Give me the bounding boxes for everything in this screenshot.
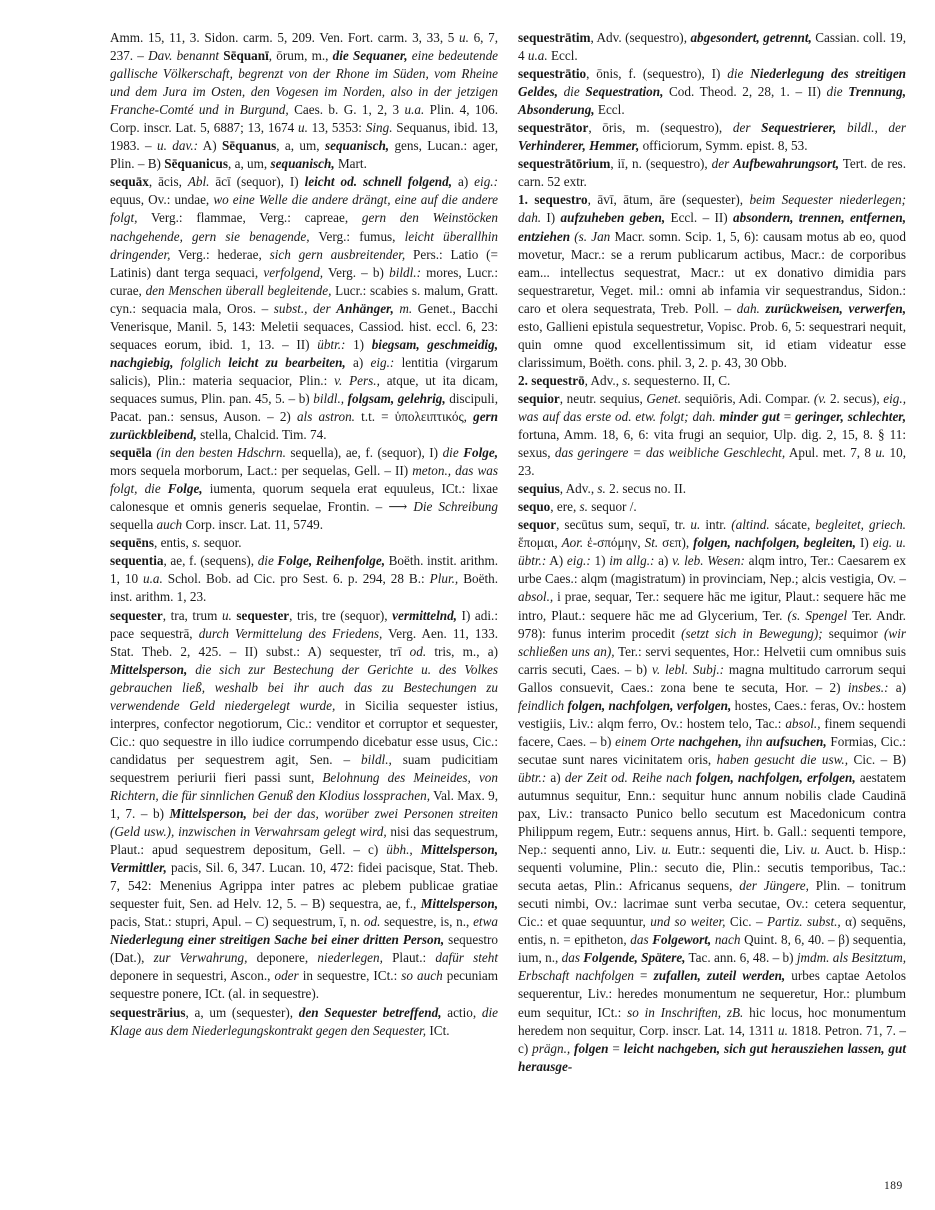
dictionary-entry: sequestrātōrium, iī, n. (sequestro), der Aufbewahrungsort, Tert. de res. carn. 52 extr. (518, 156, 906, 190)
dictionary-entry: sequāx, ācis, Abl. ācī (sequor), I) leicht od. schnell folgend, a) eig.: equus, Ov.: undae, wo eine Welle die andere drängt, eine auf die andere folgt, Verg.: flammae, Verg.: capreae, gern den Weinstöcken nachgehende, gern sie benagende, Verg.: fumus, leicht überallhin dringender, Verg.: hederae, sich gern ausbreitender, Pers.: Latio (= Latinis) dant terga sequaci, verfolgend, Verg. – b) bildl.: mores, Lucr.: curae, den Menschen überall begleitende, Lucr.: scabies s. malum, Gratt. cyn.: sequacia mala, Oros. – subst., der Anhänger, m. Genet., Bacchi Venerisque, Manil. 5, 143: Meletii sequaces, Cassiod. hist. eccl. 6, 23: sequaces eorum, ibid. 1, 13. – II) übtr.: 1) biegsam, geschmeidig, nachgiebig, folglich leicht zu bearbeiten, a) eig.: lentitia (virgarum salicis), Plin.: materia sequacior, Plin.: v. Pers., atque, ut ita dicam, sequaces sumus, Plin. pan. 45, 5. – b) bildl., folgsam, gelehrig, discipuli, Pacat. pan.: sensus, Auson. – 2) als astron. t.t. = ὑπολειπτικός, gern zurückbleibend, stella, Chalcid. Tim. 74. (110, 174, 499, 443)
dictionary-entry: 1. sequestro, āvī, ātum, āre (sequester), beim Sequester niederlegen; dah. I) aufzuheben geben, Eccl. – II) absondern, trennen, entfernen, entziehen (s. Jan Macr. somn. Scip. 1, 5, 6): causam motus ab eo, quod movetur, Macr.: se a rerum publicarum actibus, Macr.: de corporibus eam... intellectus sequestrat, Macr.: ut ex donativo dimidia pars sequestraretur, Veget. mil.: omni ab infamia vir sequestrandus, Sidon.: caro et olera sequestrata, Treb. Poll. – dah. zurückweisen, verwerfen, esto, Gallieni epistula sequestretur, Vopisc. Prob. 6, 5: sequestrari nequit, quin omne quod excellentissimum sit, id etiam videatur esse clarissimum, Boëth. cons. phil. 3, 2. p. 43, 30 Obb. (518, 192, 906, 370)
dictionary-entry: sequēns, entis, s. sequor. (110, 535, 242, 551)
dictionary-entry: sequestrātor, ōris, m. (sequestro), der Sequestrierer, bildl., der Verhinderer, Hemmer, officiorum, Symm. epist. 8, 53. (518, 120, 907, 154)
dictionary-entry: sequior, neutr. sequius, Genet. sequiōris, Adi. Compar. (v. 2. secus), eig., was auf das erste od. etw. folgt; dah. minder gut = geringer, schlechter, fortuna, Amm. 18, 6, 6: vita frugi an sequior, Ulp. dig. 2, 15, 8. § 11: sexus, das geringere = das weibliche Geschlecht, Apul. met. 7, 8 u. 10, 23. (518, 390, 907, 479)
dictionary-entry: sequestrātio, ōnis, f. (sequestro), I) die Niederlegung des streitigen Geldes, die Sequestration, Cod. Theod. 2, 28, 1. – II) die Trennung, Absonderung, Eccl. (518, 66, 907, 118)
dictionary-entry: sequor, secūtus sum, sequī, tr. u. intr. (altind. sácate, begleitet, griech. ἕπομαι, Aor. ἐ-σπόμην, St. σεπ), folgen, nachfolgen, begleiten, I) eig. u. übtr.: A) eig.: 1) im allg.: a) v. leb. Wesen: alqm intro, Ter.: Caesarem ex urbe Caes.: alqm (magistratum) in provinciam, Nep.; alcis vestigia, Ov. – absol., i prae, sequar, Ter.: sequere hāc me igitur, Plaut.: sequere hāc me intro, Plaut.: sequere hāc me ad Glycerium, Ter. (s. Spengel Ter. Andr. 978): funus interim procedit (setzt sich in Bewegung); sequimor (wir schließen uns an), Ter.: servi sequentes, Hor.: Helvetii cum omnibus suis carris secuti, Caes. – b) v. lebl. Subj.: magna multitudo carrorum sequi Gallos consuevit, Caes.: zona bene te secuta, Hor. – 2) insbes.: a) feindlich folgen, nachfolgen, verfolgen, hostes, Caes.: feras, Ov.: hostem vestigiis, Liv.: alqm ferro, Ov.: hostem telo, Tac.: absol., finem sequendi facere, Caes. – b) einem Orte nachgehen, ihn aufsuchen, Formias, Cic.: secutae sunt nares vicinitatem oris, haben gesucht die usw., Cic. – B) übtr.: a) der Zeit od. Reihe nach folgen, nachfolgen, erfolgen, aestatem autumnus sequitur, Enn.: sequitur hunc annum nobilis clade Caudinā pax, Liv.: transacto Punico bello secutum est Macedonicum contra Philippum regem, Eutr.: sequens annus, Hirt. b. Gall.: sequenti tempore, Nep.: sequenti anno, Liv. u. Eutr.: sequenti die, Liv. u. Auct. b. Hisp.: sequenti volumine, Plin.: secuto die, Plin.: secutis temporibus, Tac.: secuta aetas, Plin.: Africanus sequens, der Jüngere, Plin. – tonitrum secuti nimbi, Ov.: lacrimae sunt verba secutae, Ov.: cetera sequentur, Cic.: et quae sequuntur, und so weiter, Cic. – Partiz. subst., α) sequēns, entis, n. = epitheton, das Folgewort, nach Quint. 8, 6, 40. – β) sequentia, ium, n., das Folgende, Spätere, Tac. ann. 6, 48. – b) jmdm. als Besitztum, Erbschaft nachfolgen = zufallen, zuteil werden, urbes captae Aetolos sequerentur, Liv.: heredes monumentum ne sequeretur, Hor.: plumbum eum sequitur, ICt.: so in Inschriften, zB. hic locus, hoc monumentum heredem non sequitur, Corp. inscr. Lat. 14, 1311 u. 1818. Petron. 71, 7. – c) prägn., folgen = leicht nachgeben, sich gut herausziehen lassen, gut herausge- (518, 517, 907, 1074)
dictionary-entry: sequestrārius, a, um (sequester), den Sequester betreffend, actio, die Klage aus dem Niederlegungskontrakt gegen den Sequester, ICt. (110, 1004, 498, 1038)
dictionary-entry: sequēla (in den besten Hdschrn. sequella), ae, f. (sequor), I) die Folge, mors sequela morborum, Lact.: per sequelas, Gell. – II) meton., das was folgt, die Folge, iumenta, quorum sequela erat equuleus, ICt.: lixae calonesque et omnis generis sequelae, Frontin. – ⟶ Die Schreibung sequella auch Corp. inscr. Lat. 11, 5749. (110, 445, 499, 533)
dictionary-entry: sequentia, ae, f. (sequens), die Folge, Reihenfolge, Boëth. instit. arithm. 1, 10 u.a. Schol. Bob. ad Cic. pro Sest. 6. p. 294, 28 B.: Plur., Boëth. inst. arithm. 1, 23. (110, 553, 498, 605)
dictionary-entry: sequo, ere, s. sequor /. (518, 499, 637, 515)
dictionary-entry: sequius, Adv., s. 2. secus no. II. (518, 481, 687, 497)
page-number: 189 (884, 1180, 903, 1192)
left-column (110, 29, 498, 1040)
right-column (518, 29, 906, 1076)
dictionary-entry: sequestrātim, Adv. (sequestro), abgesondert, getrennt, Cassian. coll. 19, 4 u.a. Eccl. (518, 30, 906, 64)
dictionary-entry: sequester, tra, trum u. sequester, tris, tre (sequor), vermittelnd, I) adi.: pace sequestrā, durch Vermittelung des Friedens, Verg. Aen. 11, 133. Stat. Theb. 2, 425. – II) subst.: A) sequester, trī od. tris, m., a) Mittelsperson, die sich zur Bestechung der Gerichte u. des Volkes gebrauchen ließ, weshalb bei ihr auch das zu Bestechungen zu verwendende Geld niedergelegt wurde, in Sicilia sequester istius, interpres, confector negotiorum, Cic.: venditor et corruptor et sequester, Cic.: quo sequestre in illo iudice corrumpendo dicebatur esse usus, Cic.: candidatus per sequestrem agit, Sen. – bildl., suam pudicitiam sequestrem periurii fieri passi sunt, Belohnung des Meineides, von Richtern, die für sinnlichen Genuß den Klodius lossprachen, Val. Max. 9, 1, 7. – b) Mittelsperson, bei der das, worüber zwei Personen streiten (Geld usw.), inzwischen in Verwahrsam gelegt wird, nisi das sequestrum, Plaut.: apud sequestrem depositum, Gell. – c) übh., Mittelsperson, Vermittler, pacis, Sil. 6, 347. Lucan. 10, 472: fidei pacisque, Stat. Theb. 7, 542: Menenius Agrippa inter patres ac plebem publicae gratiae sequester fuit, Sen. ad Helv. 12, 5. – B) sequestra, ae, f., Mittelsperson, pacis, Stat.: stupri, Apul. – C) sequestrum, ī, n. od. sequestre, is, n., etwa Niederlegung einer streitigen Sache bei einer dritten Person, sequestro (Dat.), zur Verwahrung, deponere, niederlegen, Plaut.: dafür steht deponere in sequestri, Ascon., oder in sequestre, ICt.: so auch pecuniam sequestre ponere, ICt. (al. in sequestre). (110, 607, 499, 1002)
dictionary-entry: Amm. 15, 11, 3. Sidon. carm. 5, 209. Ven. Fort. carm. 3, 33, 5 u. 6, 7, 237. – Dav. benannt Sēquanī, ōrum, m., die Sequaner, eine bedeutende gallische Völkerschaft, begrenzt von der Rhone im Süden, vom Rheine und dem Jura im Osten, den Vogesen im Norden, also in der jetzigen Franche-Comté und in Burgund, Caes. b. G. 1, 2, 3 u.a. Plin. 4, 106. Corp. inscr. Lat. 5, 6887; 13, 1674 u. 13, 5353: Sing. Sequanus, ibid. 13, 1983. – u. dav.: A) Sēquanus, a, um, sequanisch, gens, Lucan.: ager, Plin. – B) Sēquanicus, a, um, sequanisch, Mart. (110, 30, 499, 172)
dictionary-entry: 2. sequestrō, Adv., s. sequesterno. II, C. (518, 372, 731, 388)
